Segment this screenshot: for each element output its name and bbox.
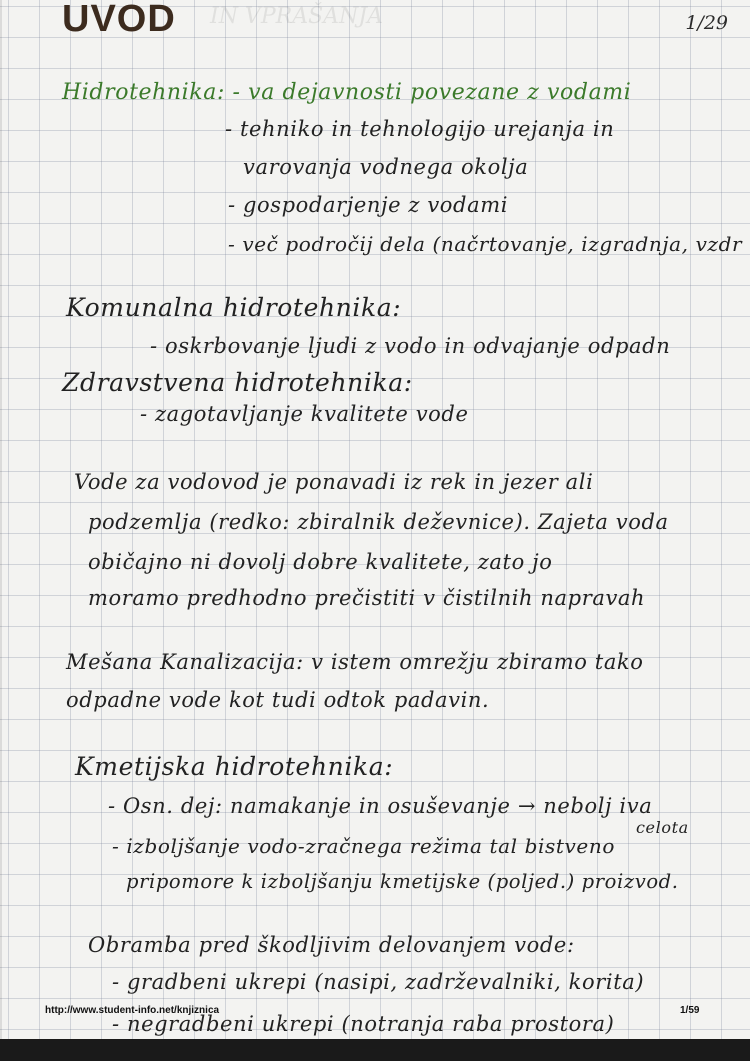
mesana-line-1: Mešana Kanalizacija: v istem omrežju zbiramo tako [66, 650, 644, 674]
page-number: 1/29 [685, 12, 728, 34]
bleed-through-text: IN VPRAŠANJA [210, 4, 383, 29]
kmetijska-heading: Kmetijska hidrotehnika: [75, 752, 394, 781]
page-edge [0, 0, 2, 1061]
hidrotehnika-line-5: - več področij dela (načrtovanje, izgradnja, vzdr [228, 232, 743, 256]
hidrotehnika-line-2: - tehniko in tehnologijo urejanja in [225, 117, 615, 141]
obramba-line-2: - negradbeni ukrepi (notranja raba prostora) [112, 1012, 615, 1036]
vodovod-line-3: običajno ni dovolj dobre kvalitete, zato jo [88, 550, 553, 574]
obramba-heading: Obramba pred škodljivim delovanjem vode: [88, 933, 575, 957]
kmetijska-line-3: pripomore k izboljšanju kmetijske (poljed.) proizvod. [126, 870, 679, 893]
vodovod-line-1: Vode za vodovod je ponavadi iz rek in jezer ali [74, 470, 594, 494]
kmetijska-line-1: - Osn. dej: namakanje in osuševanje → nebolj iva [108, 794, 653, 818]
vodovod-line-4: moramo predhodno prečistiti v čistilnih napravah [88, 586, 646, 610]
kmetijska-note: celota [636, 818, 689, 837]
kmetijska-line-2: - izboljšanje vodo-zračnega režima tal bistveno [112, 834, 615, 858]
scan-bottom-edge [0, 1039, 750, 1061]
komunalna-heading: Komunalna hidrotehnika: [66, 293, 402, 322]
mesana-line-2: odpadne vode kot tudi odtok padavin. [66, 688, 490, 712]
page-title: UVOD [62, 0, 176, 40]
hidrotehnika-definition: Hidrotehnika: - va dejavnosti povezane z vodami [62, 80, 632, 105]
obramba-line-1: - gradbeni ukrepi (nasipi, zadrževalniki, korita) [112, 970, 645, 994]
hidrotehnika-line-4: - gospodarjenje z vodami [228, 193, 509, 217]
komunalna-line-1: - oskrbovanje ljudi z vodo in odvajanje odpadn [150, 334, 671, 358]
footer-url[interactable]: http://www.student-info.net/knjiznica [45, 1005, 220, 1016]
zdravstvena-heading: Zdravstvena hidrotehnika: [62, 368, 413, 397]
zdravstvena-line-1: - zagotavljanje kvalitete vode [140, 402, 469, 426]
hidrotehnika-line-3: varovanja vodnega okolja [243, 155, 529, 179]
footer-page-number: 1/59 [680, 1005, 700, 1016]
vodovod-line-2: podzemlja (redko: zbiralnik deževnice). Zajeta voda [88, 510, 669, 534]
